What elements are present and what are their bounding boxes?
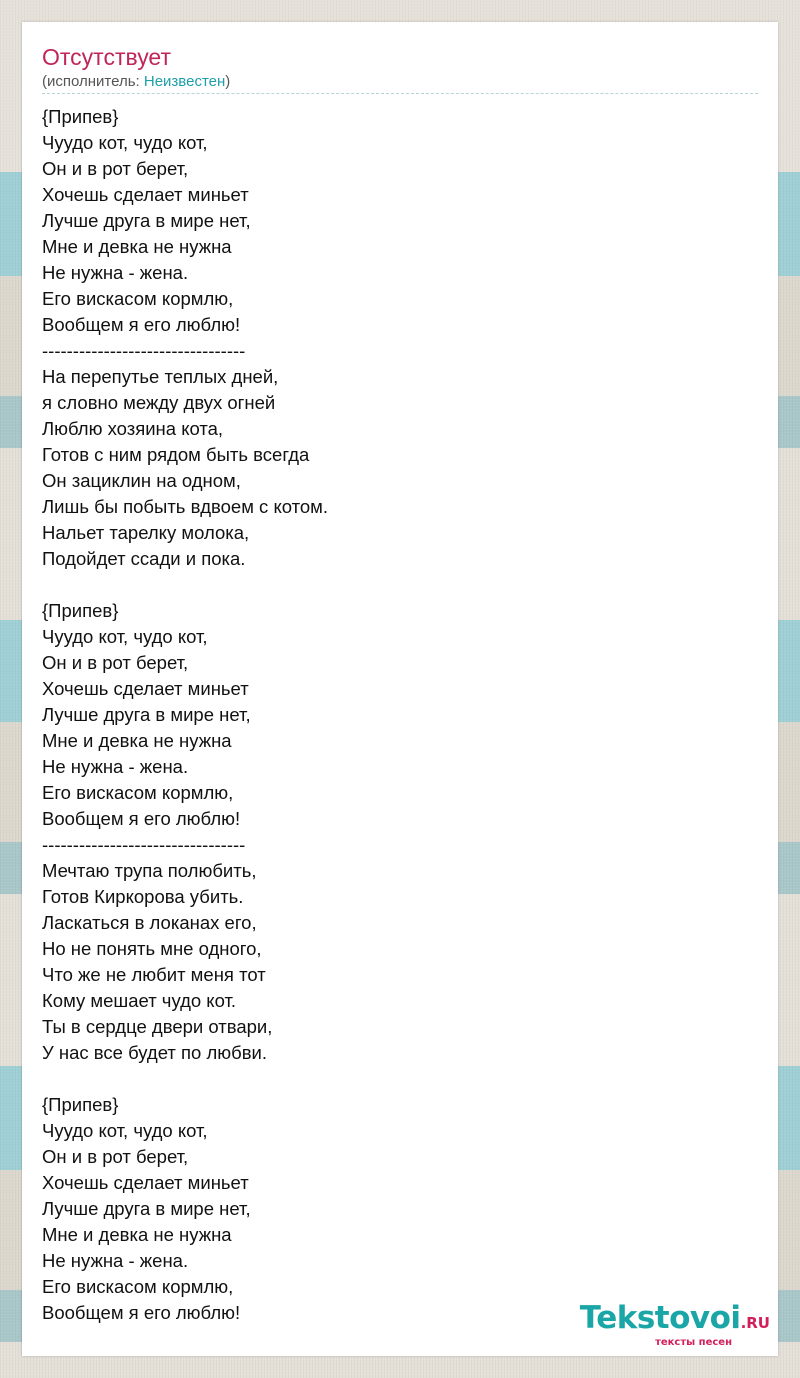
lyrics-card	[22, 22, 778, 1356]
artist-suffix: )	[225, 73, 231, 90]
logo-tagline: тексты песен	[655, 1337, 732, 1348]
logo-tld: .RU	[740, 1314, 770, 1332]
artist-line	[42, 72, 230, 92]
artist-link[interactable]: Неизвестен	[143, 73, 226, 90]
logo-name: Tekstovoi	[579, 1300, 741, 1336]
logo-wordmark	[560, 1302, 770, 1339]
song-title: Отсутствует	[42, 44, 171, 70]
header-divider	[42, 93, 758, 94]
lyrics-text: {Припев} Чуудо кот, чудо кот, Он и в рот берет, Хочешь сделает миньет Лучше друга в мире нет, Мне и девка не нужна Не нужна - жена. Его вискасом кормлю, Вообщем я его люблю! --------------------------------- На перепутье теплых дней, я словно между двух огней Люблю хозяина кота, Готов с ним рядом быть всегда Он зациклин на одном, Лишь бы побыть вдвоем с котом. Нальет тарелку молока, Подойдет ссади и пока. {Припев} Чуудо кот, чудо кот, Он и в рот берет, Хочешь сделает миньет Лучше друга в мире нет, Мне и девка не нужна Не нужна - жена. Его вискасом кормлю, Вообщем я его люблю! --------------------------------- Мечтаю трупа полюбить, Готов Киркорова убить. Ласкаться в локанах его, Но не понять мне одного, Что же не любит меня тот Кому мешает чудо кот. Ты в сердце двери отвари, У нас все будет по любви. {Припев} Чуудо кот, чудо кот, Он и в рот берет, Хочешь сделает миньет Лучше друга в мире нет, Мне и девка не нужна Не нужна - жена. Его вискасом кормлю, Вообщем я его люблю!	[42, 106, 329, 1323]
artist-prefix: (исполнитель:	[42, 73, 144, 90]
site-logo[interactable]	[560, 1302, 770, 1346]
